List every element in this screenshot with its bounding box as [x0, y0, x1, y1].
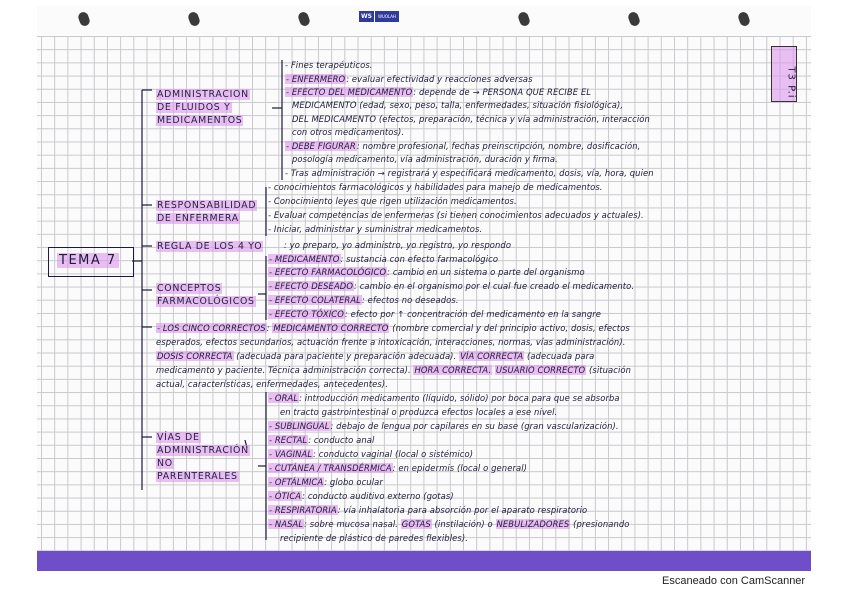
tema-box	[48, 247, 134, 277]
note-text: - Fines terapéuticos.	[285, 60, 373, 70]
note-line	[156, 322, 630, 334]
note-keyword: - EFECTO COLATERAL	[269, 295, 361, 305]
note-line	[156, 378, 388, 390]
note-keyword: - EFECTO FARMACOLÓGICO	[269, 267, 387, 277]
note-keyword: - RECTAL	[269, 435, 308, 445]
note-line	[156, 336, 625, 348]
note-text: - Evaluar competencias de enfermeras (si tienen conocimientos adecuados y actuales).	[268, 210, 644, 220]
note-keyword: MEDICAMENTO CORRECTO	[273, 323, 389, 333]
note-text: esperados, efectos secundarios, actuación frente a intoxicación, interacciones, normas, vías administración).	[156, 337, 626, 347]
note-line	[268, 518, 630, 530]
note-line	[284, 239, 511, 251]
category-line: VÍAS DE	[157, 432, 200, 443]
note-keyword: USUARIO CORRECTO	[495, 365, 586, 375]
category-line: RESPONSABILIDAD	[157, 200, 257, 211]
brand-logo-text: WUOLAH	[375, 11, 399, 22]
note-text: : vía inhalatoria para absorción por el aparato respiratorio	[337, 505, 588, 515]
note-text: : yo preparo, yo administro, yo registro, yo respondo	[284, 240, 512, 250]
note-text: (presionando	[570, 519, 630, 529]
note-text: : efectos no deseados.	[361, 295, 459, 305]
note-keyword: - EFECTO DESEADO	[269, 281, 354, 291]
note-keyword: NEBULIZADORES	[496, 519, 570, 529]
scanner-caption: Escaneado con CamScanner	[662, 575, 806, 587]
note-text: posología medicamento, vía administración, duración y firma.	[292, 154, 558, 164]
note-line	[268, 209, 644, 221]
note-line	[268, 462, 527, 474]
note-line	[268, 392, 620, 404]
note-keyword: - DEBE FIGURAR	[286, 141, 356, 151]
note-text: (instilación) o	[431, 519, 496, 529]
note-text: : en epidermis (local o general)	[392, 463, 528, 473]
tema-title: TEMA 7	[59, 253, 117, 268]
note-line	[268, 504, 587, 516]
note-keyword: - MEDICAMENTO	[269, 254, 340, 264]
brand-logo-mark: WS	[361, 13, 372, 20]
note-text: : introducción medicamento (líquido, sólido) por boca para que se absorba	[299, 393, 620, 403]
note-text: - Iniciar, administrar y suministrar medicamentos.	[268, 224, 483, 234]
note-text: DEL MEDICAMENTO (efectos, preparación, técnica y vía administración, interacción	[292, 114, 650, 124]
category-line: MEDICAMENTOS	[157, 115, 243, 126]
note-line	[285, 59, 373, 71]
topic-tag-label: T3 P.i	[785, 66, 797, 99]
note-text: : efecto por ↑ concentración del medicamento en la sangre	[344, 309, 602, 319]
note-keyword: - LOS CINCO CORRECTOS	[157, 323, 266, 333]
note-line	[268, 280, 634, 292]
note-line	[285, 167, 654, 179]
note-text: : globo ocular	[324, 477, 383, 487]
note-keyword: - EFECTO TÓXICO	[269, 309, 344, 319]
note-line	[156, 364, 631, 376]
note-keyword: - ÓTICA	[269, 491, 302, 501]
note-text: : evaluar efectividad y reacciones adversas	[346, 74, 533, 84]
note-text: : sustancia con efecto farmacológico	[340, 254, 499, 264]
note-text: (edad, sexo, peso, talla, enfermedades, situación fisiológica),	[356, 100, 624, 110]
note-keyword: - OFTÁLMICA	[269, 477, 324, 487]
note-keyword: - SUBLINGUAL	[269, 421, 330, 431]
note-line	[285, 86, 591, 98]
note-line	[156, 350, 594, 362]
note-line	[268, 195, 517, 207]
note-line	[268, 308, 601, 320]
note-keyword: - ORAL	[269, 393, 299, 403]
note-keyword: - VAGINAL	[269, 449, 313, 459]
category-line: DE ENFERMERA	[157, 213, 239, 224]
note-line	[268, 448, 473, 460]
note-text: con otros medicamentos).	[292, 127, 405, 137]
category-administracion	[156, 88, 250, 127]
note-text: actual, características, enfermedades, antecedentes).	[156, 379, 388, 389]
note-keyword: - ENFERMERO	[286, 74, 346, 84]
category-conceptos	[156, 282, 256, 308]
note-line	[292, 126, 404, 138]
note-text: : cambio en el organismo por el cual fue creado el medicamento.	[354, 281, 635, 291]
note-text: (situación	[586, 365, 632, 375]
category-line: REGLA DE LOS 4 YO	[157, 241, 263, 252]
note-line	[268, 266, 585, 278]
category-line: FARMACOLÓGICOS	[157, 296, 255, 307]
note-keyword: - EFECTO DEL MEDICAMENTO	[286, 87, 413, 97]
page-bottom-band	[37, 551, 811, 571]
note-text: : debajo de lengua por capilares en su base (gran vascularización).	[330, 421, 619, 431]
category-line: NO	[157, 458, 173, 469]
note-text: (adecuada para	[524, 351, 595, 361]
note-line	[268, 490, 454, 502]
note-text: : cambio en un sistema o parte del organismo	[387, 267, 585, 277]
note-text: - Conocimiento leyes que rigen utilización medicamentos.	[268, 196, 517, 206]
note-keyword: DOSIS CORRECTA	[157, 351, 233, 361]
note-text: : conducto auditivo externo (gotas)	[302, 491, 454, 501]
note-keyword: - NASAL	[269, 519, 304, 529]
note-text: (adecuada para paciente y preparación adecuada).	[233, 351, 457, 361]
category-line: DE FLUIDOS Y	[157, 102, 231, 113]
note-line	[292, 153, 558, 165]
note-text: : sobre mucosa nasal.	[304, 519, 401, 529]
note-line	[268, 223, 482, 235]
note-keyword: MEDICAMENTO	[292, 100, 357, 110]
note-text: : nombre profesional, fechas preinscripción, nombre, dosificación,	[356, 141, 641, 151]
note-line	[268, 476, 383, 488]
note-line	[268, 420, 619, 432]
category-line: PARENTERALES	[157, 471, 238, 482]
note-line	[280, 532, 468, 544]
note-text: recipiente de plástico de paredes flexibles).	[280, 533, 468, 543]
note-line	[285, 73, 533, 85]
note-text: : depende de → PERSONA QUE RECIBE EL	[413, 87, 592, 97]
note-line	[268, 294, 459, 306]
note-keyword: HORA CORRECTA.	[414, 365, 492, 375]
note-text: - conocimientos farmacológicos y habilidades para manejo de medicamentos.	[268, 182, 603, 192]
note-line	[280, 406, 557, 418]
note-line	[268, 181, 603, 193]
note-keyword: VÍA CORRECTA	[460, 351, 524, 361]
category-line: ADMINISTRACIÓN	[157, 445, 249, 456]
note-line	[268, 434, 374, 446]
note-line	[292, 113, 650, 125]
category-regla	[156, 240, 263, 253]
note-text: en tracto gastrointestinal o produzca efectos locales a ese nivel.	[280, 407, 558, 417]
note-text: - Tras administración → registrará y especificará medicamento, dosis, vía, hora, quien	[285, 168, 654, 178]
category-line: CONCEPTOS	[157, 283, 222, 294]
category-line: ADMINISTRACION	[157, 89, 249, 100]
category-vias	[156, 431, 250, 483]
note-line	[268, 253, 498, 265]
note-text: : conducto anal	[308, 435, 375, 445]
note-text: medicamento y paciente. Técnica administración correcta).	[156, 365, 411, 375]
note-text: :	[266, 323, 273, 333]
note-keyword: GOTAS	[401, 519, 431, 529]
note-keyword: - CUTÁNEA / TRANSDÉRMICA	[269, 463, 392, 473]
note-text: : conducto vaginal (local o sistémico)	[313, 449, 474, 459]
note-text: (nombre comercial y del principio activo, dosis, efectos	[389, 323, 630, 333]
note-line	[285, 140, 640, 152]
note-line	[292, 99, 623, 111]
note-keyword: - RESPIRATORIA	[269, 505, 337, 515]
category-responsabilidad	[156, 199, 257, 225]
